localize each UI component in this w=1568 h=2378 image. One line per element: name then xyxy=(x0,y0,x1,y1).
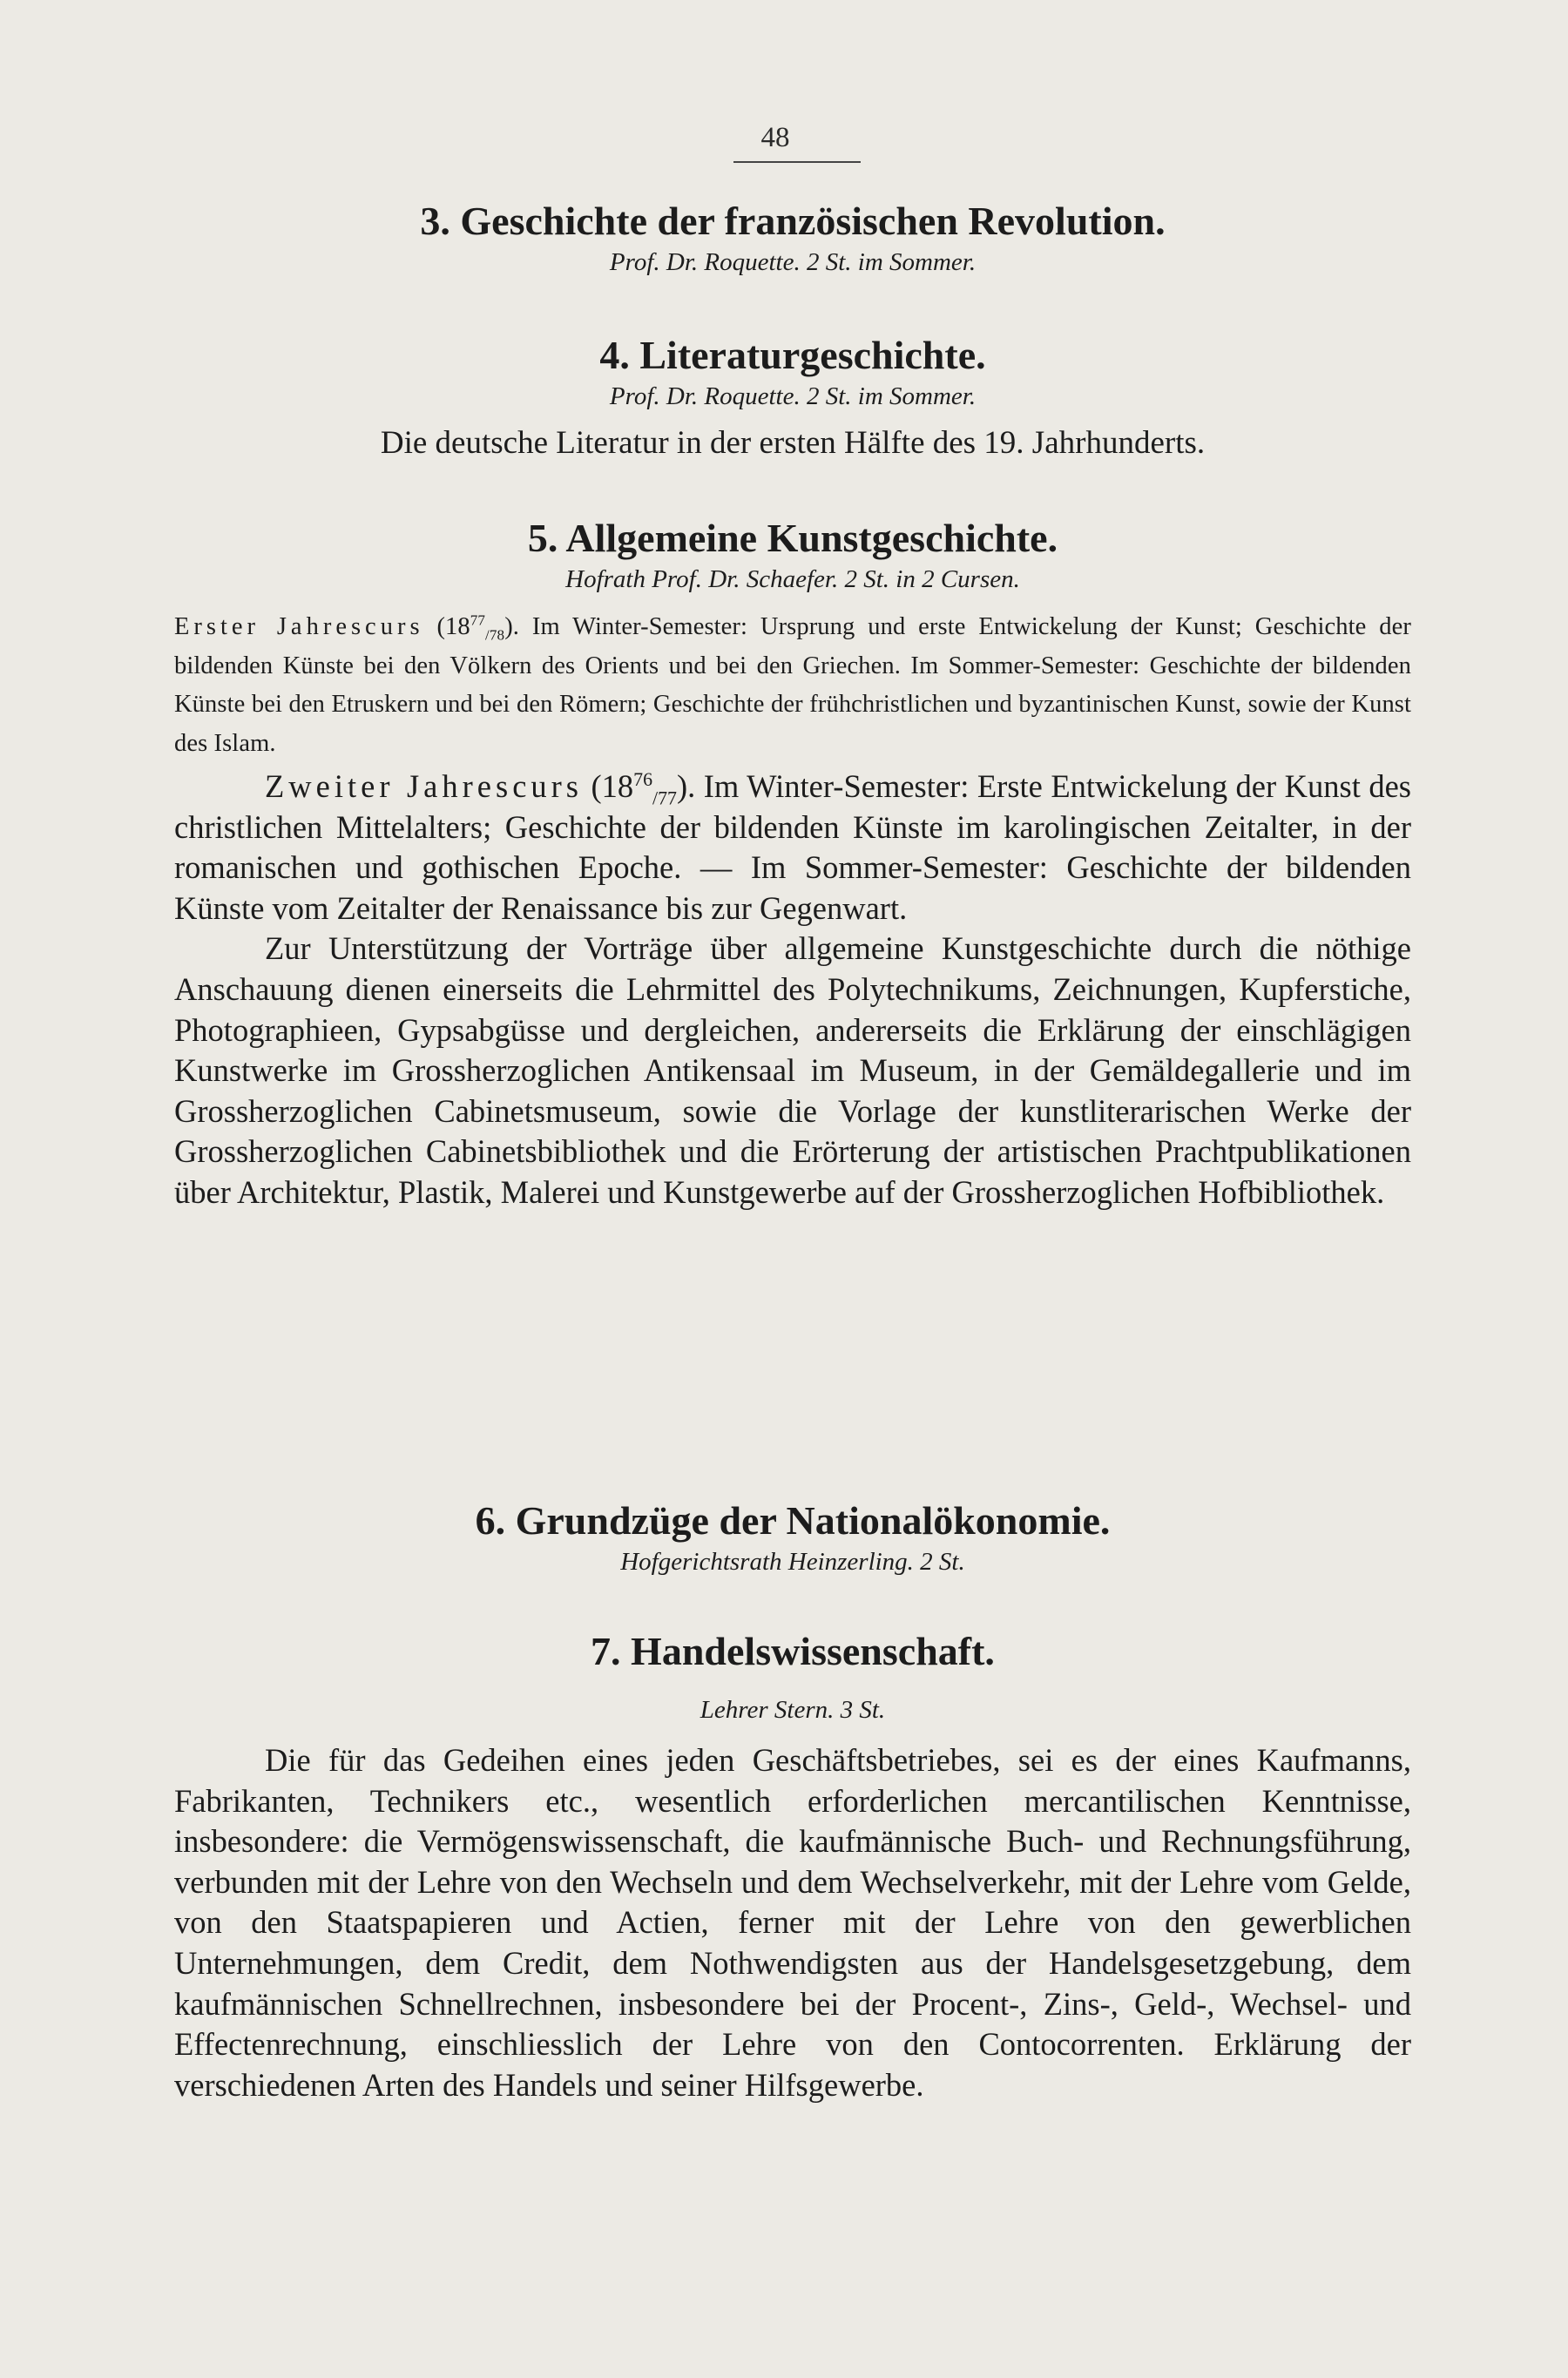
section-7 xyxy=(174,1627,1411,2105)
support-paragraph: Zur Unterstützung der Vorträge über allgemeine Kunstgeschichte durch die nöthige Anschauung dienen einerseits die Lehrmittel des Polytechnikums, Zeichnungen, Kupferstiche, Photographieen, Gypsabgüsse und dergleichen, andererseits die Erklärung der einschlägigen Kunstwerke im Grossherzoglichen Antikensaal im Museum, in der Gemäldegallerie und im Grossherzoglichen Cabinetsmuseum, sowie die Vorlage der kunstliterarischen Werke der Grossherzoglichen Cabinetsbibliothek und die Erörterung der artistischen Prachtpublikationen über Architektur, Plastik, Malerei und Kunstgewerbe auf der Grossherzoglichen Hofbibliothek. xyxy=(174,930,1411,1210)
section-4-topic: Die deutsche Literatur in der ersten Hälfte des 19. Jahrhunderts. xyxy=(380,425,1206,461)
course-2-paragraph xyxy=(174,767,1411,929)
section-4-lecturer: Prof. Dr. Roquette. 2 St. im Sommer. xyxy=(609,382,977,410)
section-6-lecturer: Hofgerichtsrath Heinzerling. 2 St. xyxy=(620,1548,965,1576)
course-2-label: Zweiter Jahrescurs xyxy=(265,768,583,804)
section-6 xyxy=(174,1496,1411,1578)
section-7-lecturer: Lehrer Stern. 3 St. xyxy=(700,1696,886,1724)
course-2-text: Im Winter-Semester: Erste Entwickelung der Kunst des christlichen Mittelalters; Geschichte der bildenden Künste im karolingischen Zeitalter, in der romanischen und gothischen Epoche. — Im Sommer-Semester: Geschichte der bildenden Künste vom Zeitalter der Renaissance bis zur Gegenwart. xyxy=(174,768,1411,926)
section-3 xyxy=(174,197,1411,279)
section-3-heading: 3. Geschichte der französischen Revolution. xyxy=(420,199,1166,243)
course-1-paragraph xyxy=(174,608,1411,763)
section-4 xyxy=(174,331,1411,463)
course-1-year: $(18^{77}_{/78})$. xyxy=(436,611,520,644)
page-number: 48 xyxy=(760,122,790,153)
section-7-heading: 7. Handelswissenschaft. xyxy=(591,1629,995,1673)
course-1-label: Erster Jahrescurs xyxy=(174,613,424,640)
section-5-lecturer: Hofrath Prof. Dr. Schaefer. 2 St. in 2 Cursen. xyxy=(565,565,1020,593)
section-4-heading: 4. Literaturgeschichte. xyxy=(599,333,986,377)
page-number-rule xyxy=(733,161,861,163)
section-7-paragraph: Die für das Gedeihen eines jeden Geschäftsbetriebes, sei es der eines Kaufmanns, Fabrikanten, Technikers etc., wesentlich erforderlichen mercantilischen Kenntnisse, insbesondere: die Vermögenswissenschaft, die kaufmännische Buch- und Rechnungsführung, verbunden mit der Lehre von den Wechseln und dem Wechselverkehr, mit der Lehre vom Gelde, von den Staatspapieren und Actien, ferner mit der Lehre von den gewerblichen Unternehmungen, dem Credit, dem Nothwendigsten aus der Handelsgesetzgebung, dem kaufmännischen Schnellrechnen, insbesondere bei der Procent-, Zins-, Geld-, Wechsel- und Effectenrechnung, einschliesslich der Lehre von den Contocorrenten. Erklärung der verschiedenen Arten des Handels und seiner Hilfsgewerbe. xyxy=(174,1742,1411,2103)
section-5 xyxy=(174,514,1411,1213)
section-3-lecturer: Prof. Dr. Roquette. 2 St. im Sommer. xyxy=(609,248,977,276)
section-6-heading: 6. Grundzüge der Nationalökonomie. xyxy=(475,1498,1111,1543)
section-5-heading: 5. Allgemeine Kunstgeschichte. xyxy=(527,516,1058,560)
course-2-year: $(18^{76}_{/77})$. xyxy=(591,767,696,809)
course-1-text: Im Winter-Semester: Ursprung und erste Entwickelung der Kunst; Geschichte der bildenden Künste bei den Völkern des Orients und bei den Griechen. Im Sommer-Semester: Geschichte der bildenden Künste bei den Etruskern und bei den Römern; Geschichte der frühchristlichen und byzantinischen Kunst, sowie der Kunst des Islam. xyxy=(174,613,1411,757)
